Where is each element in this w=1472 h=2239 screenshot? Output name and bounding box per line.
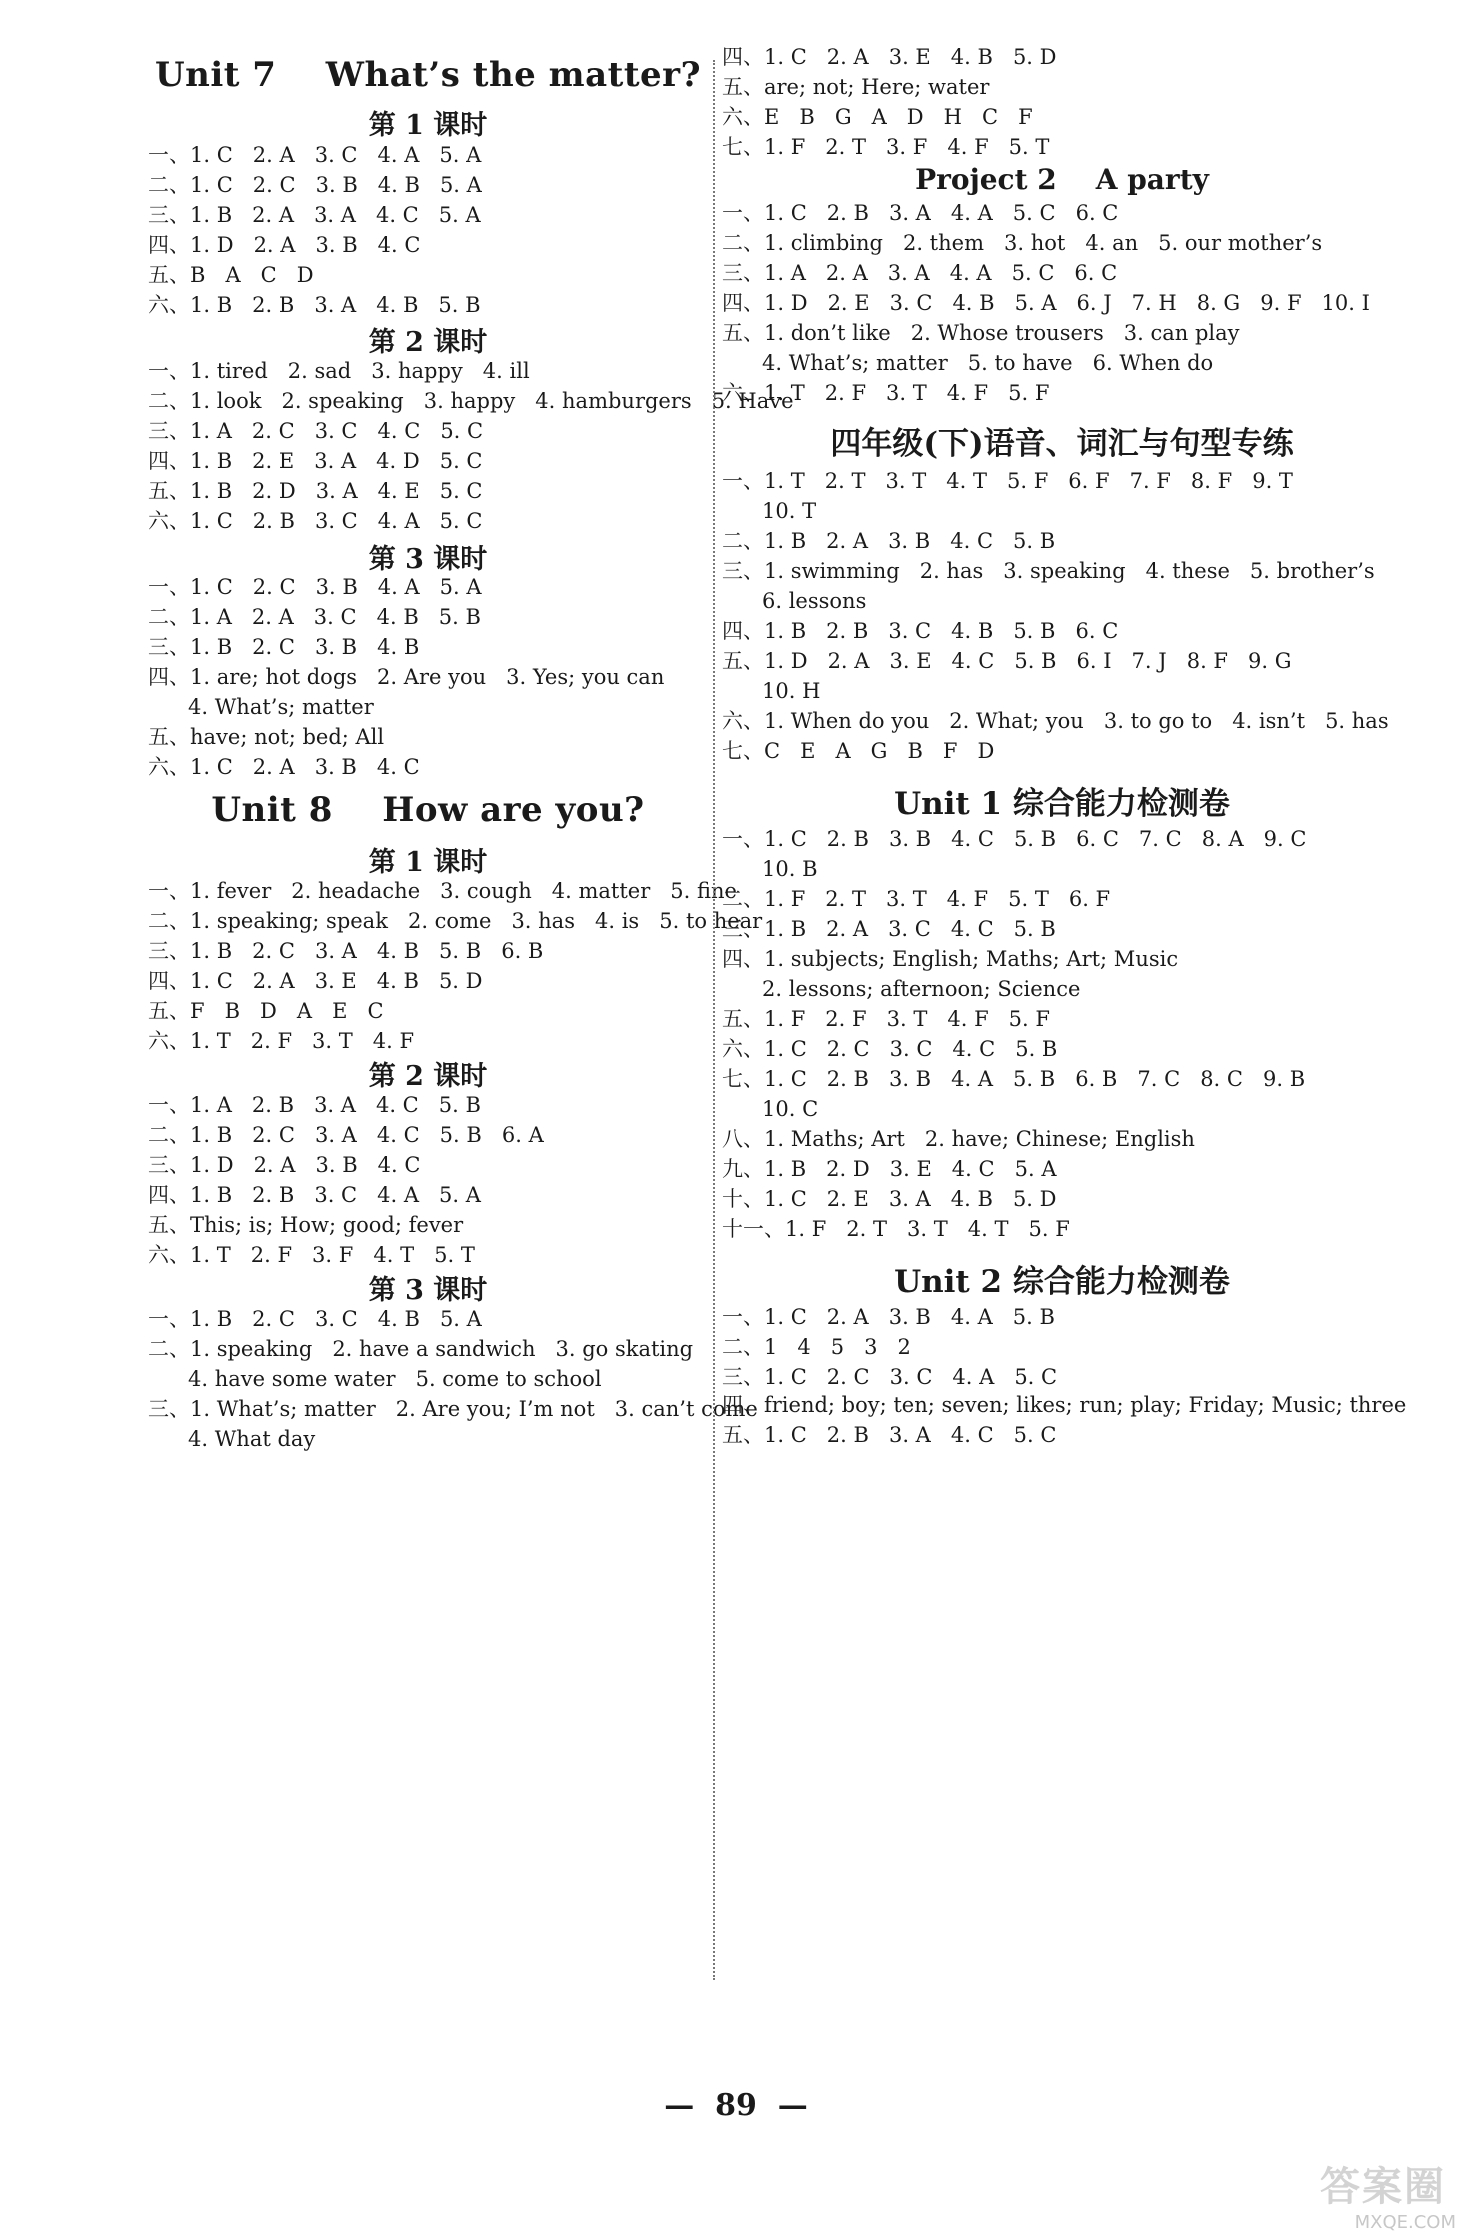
answer-line: 七、1. F 2. T 3. F 4. F 5. T — [722, 135, 1050, 159]
answer-line: 四、1. C 2. A 3. E 4. B 5. D — [148, 969, 483, 993]
section-title: 四年级(下)语音、词汇与句型专练 — [830, 426, 1294, 462]
answer-line: 六、1. T 2. F 3. T 4. F — [148, 1029, 415, 1053]
section-title: Unit 1 综合能力检测卷 — [894, 786, 1230, 822]
answer-line: 二、1 4 5 3 2 — [722, 1335, 911, 1359]
answer-line: 五、1. F 2. F 3. T 4. F 5. F — [722, 1007, 1050, 1031]
answer-line: 四、1. B 2. E 3. A 4. D 5. C — [148, 449, 483, 473]
answer-line: 三、1. B 2. A 3. A 4. C 5. A — [148, 203, 481, 227]
answer-line: 三、1. D 2. A 3. B 4. C — [148, 1153, 421, 1177]
answer-line: 4. What’s; matter — [188, 695, 374, 719]
answer-line: 6. lessons — [762, 589, 867, 613]
answer-line: 一、1. C 2. C 3. B 4. A 5. A — [148, 575, 482, 599]
answer-line: 一、1. B 2. C 3. C 4. B 5. A — [148, 1307, 482, 1331]
project-title: Project 2 A party — [915, 163, 1209, 196]
answer-line: 三、1. B 2. C 3. B 4. B — [148, 635, 420, 659]
answer-line: 二、1. speaking; speak 2. come 3. has 4. is 5. to hear — [148, 909, 763, 933]
answer-line: 五、This; is; How; good; fever — [148, 1213, 464, 1237]
answer-line: 六、1. C 2. C 3. C 4. C 5. B — [722, 1037, 1058, 1061]
answer-line: 三、1. B 2. A 3. C 4. C 5. B — [722, 917, 1056, 941]
answer-line: 4. have some water 5. come to school — [188, 1367, 602, 1391]
answer-line: 五、1. C 2. B 3. A 4. C 5. C — [722, 1423, 1057, 1447]
answer-line: 七、C E A G B F D — [722, 739, 995, 763]
unit-title: Unit 8 How are you? — [211, 790, 645, 830]
unit-title: Unit 7 What’s the matter? — [154, 55, 702, 95]
answer-line: 三、1. C 2. C 3. C 4. A 5. C — [722, 1365, 1058, 1389]
answer-line: 二、1. C 2. C 3. B 4. B 5. A — [148, 173, 482, 197]
answer-line: 三、1. What’s; matter 2. Are you; I’m not 3. can’t come — [148, 1397, 758, 1421]
page-footer: — 89 — — [664, 2088, 808, 2123]
answer-line: 一、1. A 2. B 3. A 4. C 5. B — [148, 1093, 481, 1117]
answer-line: 一、1. tired 2. sad 3. happy 4. ill — [148, 359, 530, 383]
answer-line: 一、1. fever 2. headache 3. cough 4. matter 5. fine — [148, 879, 737, 903]
answer-line: 六、1. When do you 2. What; you 3. to go to 4. isn’t 5. has — [722, 709, 1389, 733]
answer-line: 三、1. A 2. A 3. A 4. A 5. C 6. C — [722, 261, 1118, 285]
answer-line: 四、1. D 2. A 3. B 4. C — [148, 233, 421, 257]
answer-line: 四、friend; boy; ten; seven; likes; run; play; Friday; Music; three — [722, 1393, 1407, 1417]
answer-line: 10. B — [762, 857, 818, 881]
answer-line: 九、1. B 2. D 3. E 4. C 5. A — [722, 1157, 1057, 1181]
answer-line: 一、1. C 2. B 3. A 4. A 5. C 6. C — [722, 201, 1119, 225]
answer-line: 10. C — [762, 1097, 819, 1121]
answer-line: 五、have; not; bed; All — [148, 725, 385, 749]
answer-line: 六、1. B 2. B 3. A 4. B 5. B — [148, 293, 481, 317]
answer-line: 六、1. T 2. F 3. F 4. T 5. T — [148, 1243, 475, 1267]
lesson-title: 第 3 课时 — [368, 1275, 488, 1306]
answer-line: 二、1. B 2. A 3. B 4. C 5. B — [722, 529, 1056, 553]
answer-line: 三、1. A 2. C 3. C 4. C 5. C — [148, 419, 484, 443]
lesson-title: 第 1 课时 — [368, 847, 488, 878]
answer-line: 二、1. F 2. T 3. T 4. F 5. T 6. F — [722, 887, 1111, 911]
answer-line: 十、1. C 2. E 3. A 4. B 5. D — [722, 1187, 1057, 1211]
watermark-url: MXQE.COM — [1354, 2212, 1456, 2233]
lesson-title: 第 3 课时 — [368, 544, 488, 575]
answer-line: 一、1. C 2. A 3. C 4. A 5. A — [148, 143, 482, 167]
answer-line: 六、1. C 2. A 3. B 4. C — [148, 755, 420, 779]
answer-line: 一、1. T 2. T 3. T 4. T 5. F 6. F 7. F 8. F 9. T — [722, 469, 1293, 493]
answer-line: 六、1. C 2. B 3. C 4. A 5. C — [148, 509, 483, 533]
answer-line: 一、1. C 2. A 3. B 4. A 5. B — [722, 1305, 1055, 1329]
lesson-title: 第 1 课时 — [368, 110, 488, 141]
answer-line: 4. What day — [188, 1427, 316, 1451]
answer-line: 二、1. A 2. A 3. C 4. B 5. B — [148, 605, 481, 629]
answer-line: 十一、1. F 2. T 3. T 4. T 5. F — [722, 1217, 1070, 1241]
lesson-title: 第 2 课时 — [368, 327, 488, 358]
answer-line: 七、1. C 2. B 3. B 4. A 5. B 6. B 7. C 8. C 9. B — [722, 1067, 1306, 1091]
answer-line: 六、1. T 2. F 3. T 4. F 5. F — [722, 381, 1050, 405]
answer-line: 三、1. swimming 2. has 3. speaking 4. these 5. brother’s — [722, 559, 1375, 583]
watermark — [1320, 2155, 1460, 2239]
lesson-title: 第 2 课时 — [368, 1061, 488, 1092]
answer-line: 三、1. B 2. C 3. A 4. B 5. B 6. B — [148, 939, 544, 963]
answer-line: 五、B A C D — [148, 263, 314, 287]
answer-line: 二、1. B 2. C 3. A 4. C 5. B 6. A — [148, 1123, 544, 1147]
answer-line: 10. H — [762, 679, 821, 703]
answer-line: 五、F B D A E C — [148, 999, 384, 1023]
answer-line: 四、1. C 2. A 3. E 4. B 5. D — [722, 45, 1057, 69]
answer-line: 2. lessons; afternoon; Science — [762, 977, 1081, 1001]
answer-line: 四、1. B 2. B 3. C 4. B 5. B 6. C — [722, 619, 1119, 643]
watermark-logo: 答案圈 — [1320, 2164, 1446, 2210]
answer-line: 二、1. look 2. speaking 3. happy 4. hamburgers 5. Have — [148, 389, 794, 413]
answer-line: 一、1. C 2. B 3. B 4. C 5. B 6. C 7. C 8. A 9. C — [722, 827, 1307, 851]
answer-line: 四、1. subjects; English; Maths; Art; Music — [722, 947, 1179, 971]
answer-line: 五、1. B 2. D 3. A 4. E 5. C — [148, 479, 483, 503]
answer-line: 八、1. Maths; Art 2. have; Chinese; English — [722, 1127, 1195, 1151]
section-title: Unit 2 综合能力检测卷 — [894, 1264, 1230, 1300]
answer-line: 10. T — [762, 499, 817, 523]
answer-line: 4. What’s; matter 5. to have 6. When do — [762, 351, 1214, 375]
answer-line: 四、1. D 2. E 3. C 4. B 5. A 6. J 7. H 8. G 9. F 10. I — [722, 291, 1370, 315]
answer-line: 五、are; not; Here; water — [722, 75, 990, 99]
answer-line: 四、1. are; hot dogs 2. Are you 3. Yes; you can — [148, 665, 665, 689]
answer-line: 六、E B G A D H C F — [722, 105, 1033, 129]
answer-line: 五、1. don’t like 2. Whose trousers 3. can play — [722, 321, 1240, 345]
answer-line: 四、1. B 2. B 3. C 4. A 5. A — [148, 1183, 481, 1207]
answer-line: 二、1. climbing 2. them 3. hot 4. an 5. our mother’s — [722, 231, 1323, 255]
answer-line: 五、1. D 2. A 3. E 4. C 5. B 6. I 7. J 8. F 9. G — [722, 649, 1292, 673]
answer-line: 二、1. speaking 2. have a sandwich 3. go skating — [148, 1337, 694, 1361]
column-divider — [713, 60, 715, 1980]
page-number: 89 — [715, 2088, 757, 2123]
